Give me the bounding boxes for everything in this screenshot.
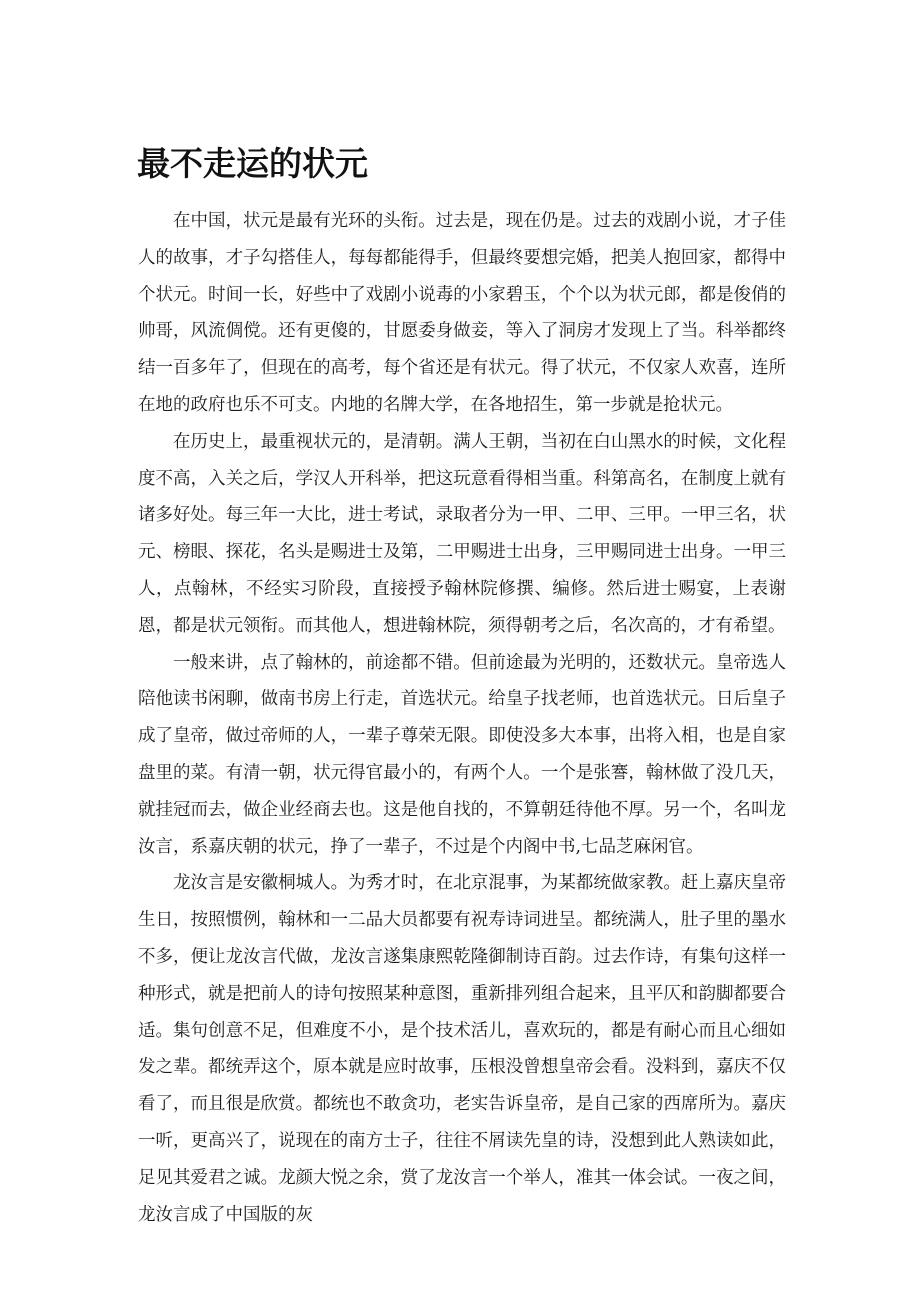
document-title: 最不走运的状元 [137, 144, 368, 183]
document-body [138, 203, 786, 1233]
paragraph-1: 在中国，状元是最有光环的头衔。过去是，现在仍是。过去的戏剧小说，才子佳人的故事，才子勾搭佳人，每每都能得手，但最终要想完婚，把美人抱回家，都得中个状元。时间一长，好些中了戏剧小说毒的小家碧玉，个个以为状元郎，都是俊俏的帅哥，风流倜傥。还有更傻的，甘愿委身做妾，等入了洞房才发现上了当。科举都终结一百多年了，但现在的高考，每个省还是有状元。得了状元，不仅家人欢喜，连所在地的政府也乐不可支。内地的名牌大学，在各地招生，第一步就是抢状元。 [138, 211, 786, 415]
paragraph-3: 一般来讲，点了翰林的，前途都不错。但前途最为光明的，还数状元。皇帝选人陪他读书闲聊，做南书房上行走，首选状元。给皇子找老师，也首选状元。日后皇子成了皇帝，做过帝师的人，一辈子尊荣无限。即使没多大本事，出将入相，也是自家盘里的菜。有清一朝，状元得官最小的，有两个人。一个是张謇，翰林做了没几天，就挂冠而去，做企业经商去也。这是他自找的，不算朝廷待他不厚。另一个，名叫龙汝言，系嘉庆朝的状元，挣了一辈子，不过是个内阁中书,七品芝麻闲官。 [138, 652, 786, 857]
paragraph-4: 龙汝言是安徽桐城人。为秀才时，在北京混事，为某都统做家教。赶上嘉庆皇帝生日，按照惯例，翰林和一二品大员都要有祝寿诗词进呈。都统满人，肚子里的墨水不多，便让龙汝言代做，龙汝言遂集康熙乾隆御制诗百韵。过去作诗，有集句这样一种形式，就是把前人的诗句按照某种意图，重新排列组合起来，且平仄和韵脚都要合适。集句创意不足，但难度不小，是个技术活儿，喜欢玩的，都是有耐心而且心细如发之辈。都统弄这个，原本就是应时故事，压根没曾想皇帝会看。没料到，嘉庆不仅看了，而且很是欣赏。都统也不敢贪功，老实告诉皇帝，是自己家的西席所为。嘉庆一听，更高兴了，说现在的南方士子，往往不屑读先皇的诗，没想到此人熟读如此，足见其爱君之诚。龙颜大悦之余，赏了龙汝言一个举人，准其一体会试。一夜之间，龙汝言成了中国版的灰 [138, 873, 786, 1225]
paragraph-2: 在历史上，最重视状元的，是清朝。满人王朝，当初在白山黑水的时候，文化程度不高，入关之后，学汉人开科举，把这玩意看得相当重。科第高名，在制度上就有诸多好处。每三年一大比，进士考试，录取者分为一甲、二甲、三甲。一甲三名，状元、榜眼、探花，名头是赐进士及第，二甲赐进士出身，三甲赐同进士出身。一甲三人，点翰林，不经实习阶段，直接授予翰林院修撰、编修。然后进士赐宴，上表谢恩，都是状元领衔。而其他人，想进翰林院，须得朝考之后，名次高的，才有希望。 [138, 431, 786, 636]
